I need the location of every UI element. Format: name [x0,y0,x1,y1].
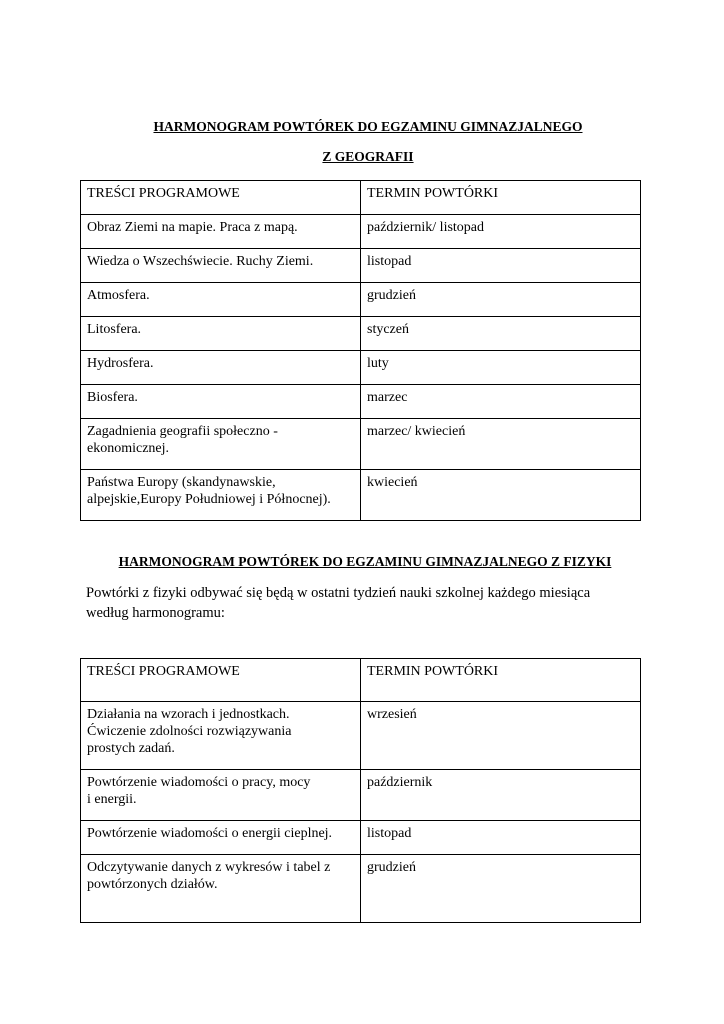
term-cell: październik/ listopad [361,215,641,249]
header-topics: TREŚCI PROGRAMOWE [81,659,361,702]
table-row [81,855,641,923]
topic-cell: Państwa Europy (skandynawskie, alpejskie,Europy Południowej i Północnej). [81,470,361,521]
topic-cell: Litosfera. [81,317,361,351]
term-cell: marzec [361,385,641,419]
topic-cell: Wiedza o Wszechświecie. Ruchy Ziemi. [81,249,361,283]
topic-cell: Powtórzenie wiadomości o energii cieplnej. [81,821,361,855]
table-row [81,351,641,385]
table-row [81,283,641,317]
physics-intro-paragraph: Powtórki z fizyki odbywać się będą w ostatni tydzień nauki szkolnej każdego miesiąca według harmonogramu: [86,585,591,621]
table-row [81,770,641,821]
table-row [81,821,641,855]
term-cell: marzec/ kwiecień [361,419,641,470]
term-cell: styczeń [361,317,641,351]
term-cell: listopad [361,821,641,855]
term-cell: kwiecień [361,470,641,521]
term-cell: październik [361,770,641,821]
geography-title-line1: HARMONOGRAM POWTÓREK DO EGZAMINU GIMNAZJALNEGO [153,119,583,134]
table-row [81,215,641,249]
topic-cell: Działania na wzorach i jednostkach. Ćwiczenie zdolności rozwiązywania prostych zadań. [81,702,361,770]
topic-cell: Powtórzenie wiadomości o pracy, mocy i energii. [81,770,361,821]
geography-schedule-table [80,180,641,521]
table-header-row [81,181,641,215]
table-row [81,470,641,521]
table-row [81,702,641,770]
topic-cell: Hydrosfera. [81,351,361,385]
topic-cell: Zagadnienia geografii społeczno - ekonomicznej. [81,419,361,470]
table-row [81,249,641,283]
term-cell: wrzesień [361,702,641,770]
topic-cell: Obraz Ziemi na mapie. Praca z mapą. [81,215,361,249]
topic-cell: Atmosfera. [81,283,361,317]
term-cell: grudzień [361,855,641,923]
topic-cell: Odczytywanie danych z wykresów i tabel z powtórzonych działów. [81,855,361,923]
table-header-row [81,659,641,702]
header-term: TERMIN POWTÓRKI [361,181,641,215]
term-cell: listopad [361,249,641,283]
term-cell: grudzień [361,283,641,317]
table-row [81,385,641,419]
geography-title-line2: Z GEOGRAFII [322,149,414,164]
table-row [81,317,641,351]
physics-schedule-table [80,658,641,923]
table-row [81,419,641,470]
physics-title: HARMONOGRAM POWTÓREK DO EGZAMINU GIMNAZJALNEGO Z FIZYKI [118,554,612,569]
header-term: TERMIN POWTÓRKI [361,659,641,702]
term-cell: luty [361,351,641,385]
topic-cell: Biosfera. [81,385,361,419]
header-topics: TREŚCI PROGRAMOWE [81,181,361,215]
